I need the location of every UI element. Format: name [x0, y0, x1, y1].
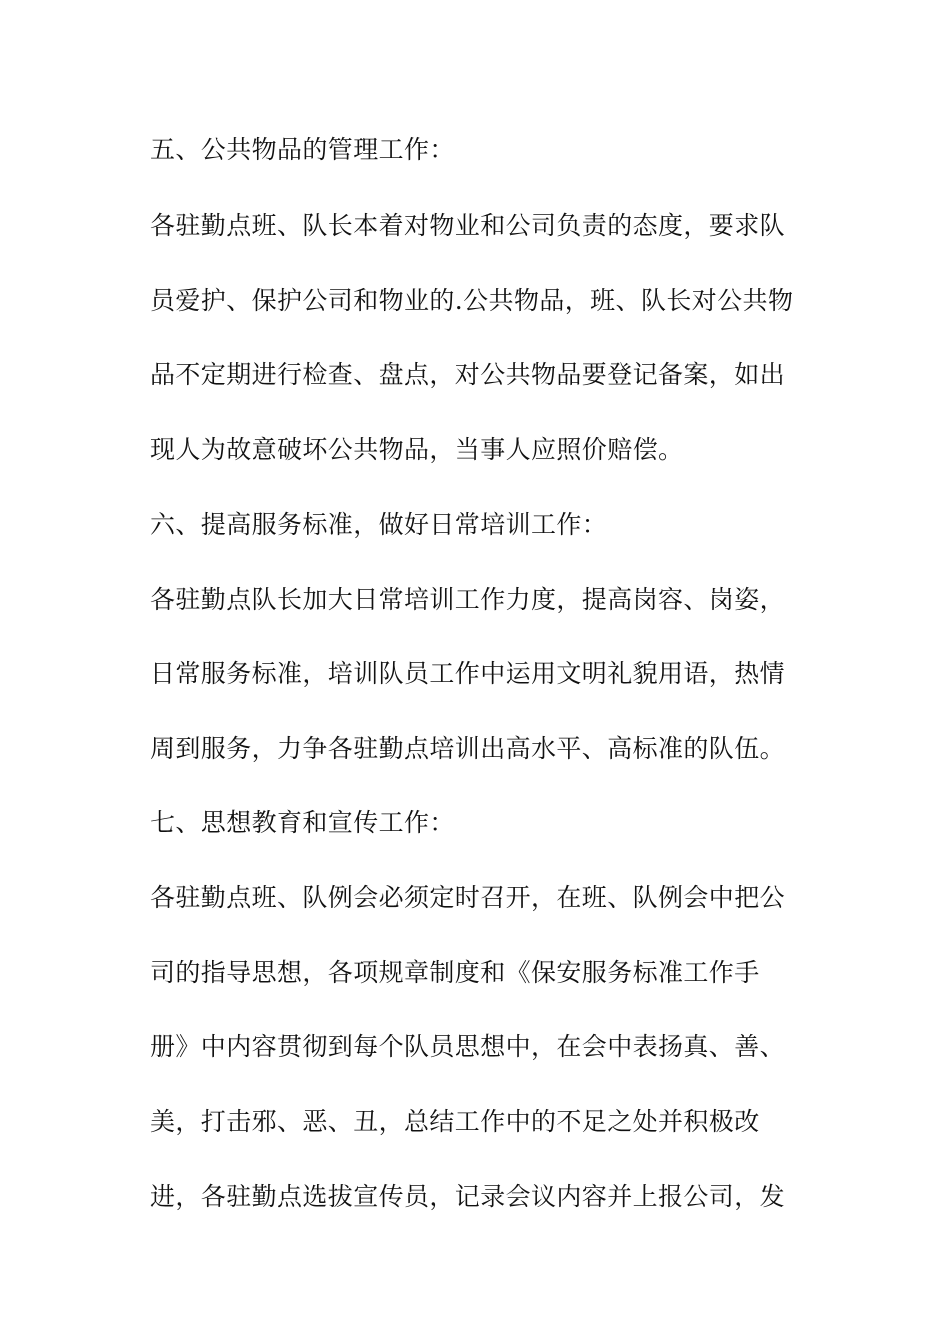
paragraph-line: 进，各驻勤点选拔宣传员，记录会议内容并上报公司，发: [150, 1182, 786, 1211]
paragraph-line: 日常服务标准，培训队员工作中运用文明礼貌用语，热情: [150, 659, 786, 688]
section-heading-6: 六、提高服务标准，做好日常培训工作：: [150, 510, 608, 539]
paragraph-line: 周到服务，力争各驻勤点培训出高水平、高标准的队伍。: [150, 734, 786, 763]
paragraph-line: 美，打击邪、恶、丑，总结工作中的不足之处并积极改: [150, 1107, 760, 1136]
paragraph-line: 品不定期进行检查、盘点，对公共物品要登记备案，如出: [150, 360, 786, 389]
paragraph-line: 现人为故意破坏公共物品，当事人应照价赔偿。: [150, 435, 684, 464]
paragraph-line: 各驻勤点队长加大日常培训工作力度，提高岗容、岗姿，: [150, 585, 786, 614]
paragraph-line: 各驻勤点班、队长本着对物业和公司负责的态度，要求队: [150, 211, 786, 240]
paragraph-line: 员爱护、保护公司和物业的.公共物品，班、队长对公共物: [150, 286, 794, 315]
section-heading-5: 五、公共物品的管理工作：: [150, 135, 455, 164]
paragraph-line: 各驻勤点班、队例会必须定时召开，在班、队例会中把公: [150, 883, 786, 912]
paragraph-line: 司的指导思想，各项规章制度和《保安服务标准工作手: [150, 958, 760, 987]
section-heading-7: 七、思想教育和宣传工作：: [150, 808, 455, 837]
paragraph-line: 册》中内容贯彻到每个队员思想中，在会中表扬真、善、: [150, 1032, 786, 1061]
